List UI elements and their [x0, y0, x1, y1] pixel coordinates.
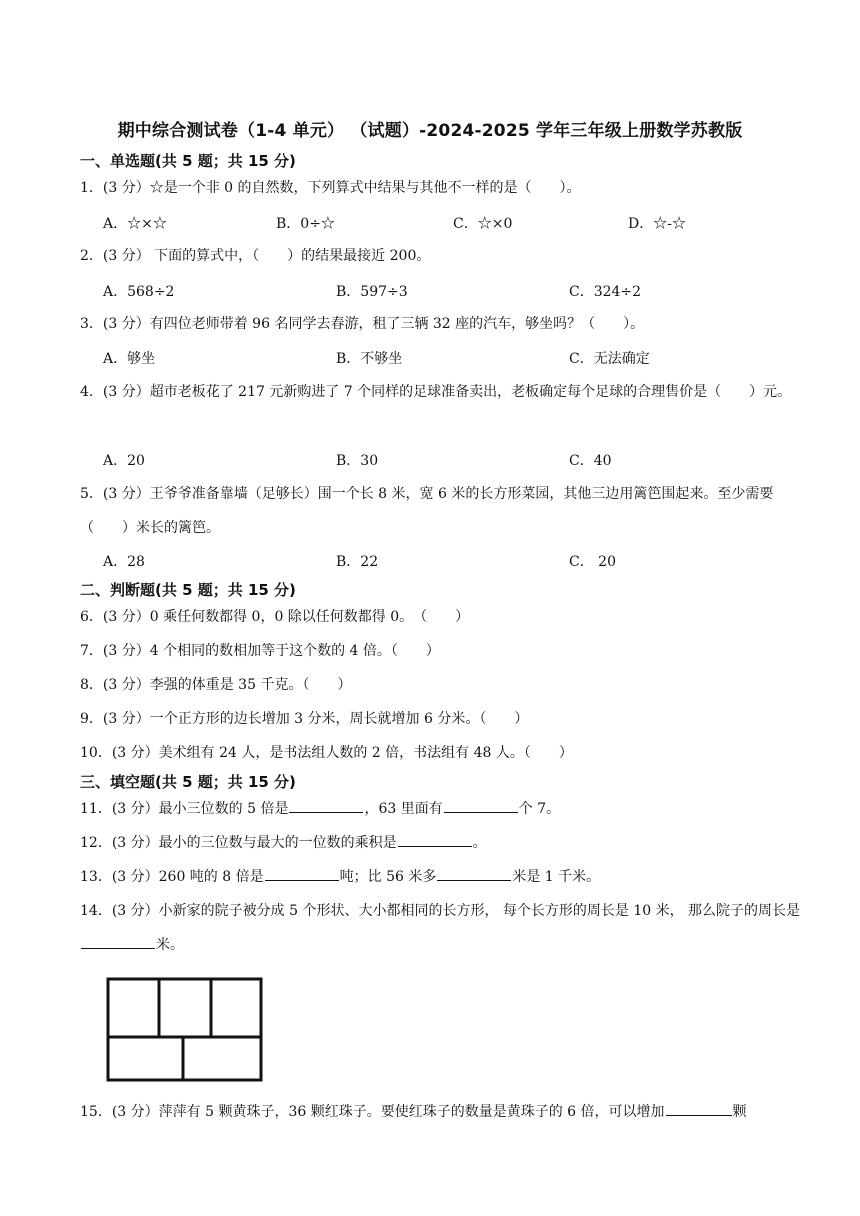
- option-c: C．无法确定: [569, 351, 650, 367]
- question-13-text-1: 13．(3 分）260 吨的 8 倍是: [80, 869, 264, 885]
- option-c: C．40: [569, 453, 612, 469]
- question-2-options: [103, 281, 803, 303]
- question-7: 7．(3 分）4 个相同的数相加等于这个数的 4 倍。（ ）: [80, 643, 440, 659]
- answer-blank[interactable]: [437, 864, 511, 881]
- question-11-text-1: 11．(3 分）最小三位数的 5 倍是: [80, 801, 289, 817]
- option-a: A．568÷2: [103, 284, 175, 300]
- question-15-text-2: 颗: [732, 1104, 747, 1120]
- question-11-text-3: 个 7。: [518, 801, 561, 817]
- question-14-text-2: 米。: [156, 937, 184, 953]
- option-b: B．597÷3: [336, 284, 408, 300]
- question-1: 1．(3 分）☆是一个非 0 的自然数，下列算式中结果与其他不一样的是（ ）。: [80, 180, 581, 196]
- answer-blank[interactable]: [398, 830, 472, 847]
- question-2: 2．(3 分） 下面的算式中，（ ）的结果最接近 200。: [80, 248, 431, 264]
- option-a: A．20: [103, 453, 145, 469]
- question-6: 6．(3 分）0 乘任何数都得 0，0 除以任何数都得 0。 （ ）: [80, 609, 470, 625]
- section-heading-fill-blank: 三、填空题(共 5 题；共 15 分): [80, 773, 296, 791]
- question-3: 3．(3 分）有四位老师带着 96 名同学去春游，租了三辆 32 座的汽车，够坐吗？（ ）。: [80, 316, 645, 332]
- question-11: [80, 792, 812, 826]
- question-9: 9．(3 分）一个正方形的边长增加 3 分米，周长就增加 6 分米。（ ）: [80, 711, 529, 727]
- question-4-options: [103, 450, 803, 472]
- question-12: [80, 826, 812, 860]
- question-5-options: [103, 551, 803, 573]
- option-b: B．不够坐: [336, 351, 403, 367]
- option-b: B．22: [336, 554, 379, 570]
- option-b: B．0÷☆: [276, 216, 335, 232]
- question-13-text-2: 吨；比 56 米多: [339, 869, 437, 885]
- question-8: 8．(3 分）李强的体重是 35 千克。（ ）: [80, 677, 352, 693]
- question-13: [80, 860, 812, 894]
- question-11-text-2: ，63 里面有: [364, 801, 443, 817]
- option-a: A．够坐: [103, 351, 156, 367]
- yard-rectangles-figure: [104, 976, 264, 1083]
- question-14-text-1: 14．(3 分）小新家的院子被分成 5 个形状、大小都相同的长方形， 每个长方形的周长是 10 米， 那么院子的周长是: [80, 903, 801, 919]
- option-a: A．☆×☆: [103, 216, 167, 232]
- question-15-text-1: 15．(3 分）萍萍有 5 颗黄珠子，36 颗红珠子。要使红珠子的数量是黄珠子的 6 倍，可以增加: [80, 1104, 665, 1120]
- question-12-text-1: 12．(3 分）最小的三位数与最大的一位数的乘积是: [80, 835, 397, 851]
- page-title: 期中综合测试卷（1-4 单元） （试题）-2024-2025 学年三年级上册数学苏教版: [117, 121, 743, 141]
- answer-blank[interactable]: [81, 932, 155, 949]
- question-13-text-3: 米是 1 千米。: [512, 869, 601, 885]
- question-15: [80, 1095, 812, 1129]
- answer-blank[interactable]: [444, 796, 518, 813]
- section-heading-single-choice: 一、单选题(共 5 题；共 15 分): [80, 152, 296, 170]
- option-c: C．324÷2: [569, 284, 642, 300]
- question-10: 10．(3 分）美术组有 24 人，是书法组人数的 2 倍，书法组有 48 人。（ ）: [80, 745, 573, 761]
- question-5: 5．(3 分）王爷爷准备靠墙（足够长）围一个长 8 米，宽 6 米的长方形菜园，其他三边用篱笆围起来。至少需要（ ）米长的篱笆。: [80, 486, 774, 536]
- question-4: 4．(3 分）超市老板花了 217 元新购进了 7 个同样的足球准备卖出，老板确定每个足球的合理售价是（ ）元。: [80, 384, 792, 400]
- section-heading-true-false: 二、判断题(共 5 题；共 15 分): [80, 581, 296, 599]
- question-1-options: [103, 213, 803, 235]
- question-12-text-2: 。: [472, 835, 487, 851]
- question-3-options: [103, 348, 803, 370]
- option-b: B．30: [336, 453, 379, 469]
- option-c: C． 20: [569, 554, 616, 570]
- option-a: A．28: [103, 554, 145, 570]
- option-c: C．☆×0: [453, 216, 513, 232]
- question-14: [80, 894, 812, 962]
- option-d: D．☆-☆: [628, 216, 686, 232]
- answer-blank[interactable]: [289, 796, 363, 813]
- answer-blank[interactable]: [265, 864, 339, 881]
- answer-blank[interactable]: [666, 1099, 732, 1116]
